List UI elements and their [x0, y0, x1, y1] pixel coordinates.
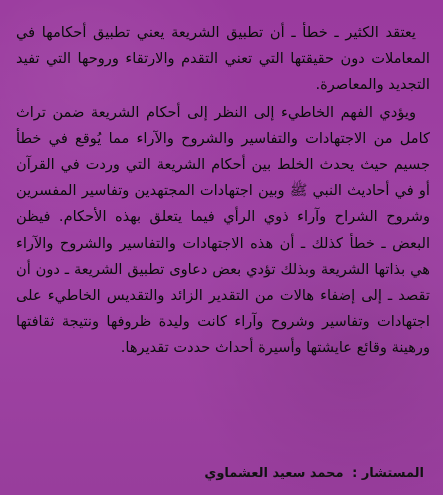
author-name: محمد سعيد العشماوي [204, 466, 344, 481]
article-body [16, 20, 430, 362]
author-title: المستشار : [352, 466, 424, 481]
paragraph-2: ويؤدي الفهم الخاطيء إلى النظر إلى أحكام الشريعة ضمن تراث كامل من الاجتهادات والتفاسير والشروح والآراء مما يُوقع في خطأ جسيم حيث يحدث الخلط بين أحكام الشريعة التي وردت في القرآن أو في أحاديث النبي ﷺ وبين اجتهادات المجتهدين وتفاسير المفسرين وشروح الشراح وآراء ذوي الرأي فيما يتعلق بهذه الأحكام. فيظن البعض ـ خطأ كذلك ـ أن هذه الاجتهادات والتفاسير والشروح والآراء هي بذاتها الشريعة وبذلك تؤدي بعض دعاوى تطبيق الشريعة ـ دون أن تقصد ـ إلى إضفاء هالات من التقدير الزائد والتقديس الخاطيء على اجتهادات وتفاسير وشروح وآراء كانت وليدة ظروفها ونتيجة ثقافتها ورهينة وقائع عايشتها وأسيرة أحداث حددت تقديرها. [16, 103, 430, 357]
paragraph-1: يعتقد الكثير ـ خطأ ـ أن تطبيق الشريعة يعني تطبيق أحكامها في المعاملات دون حقيقتها التي تعني التقدم والارتقاء وروحها التي تفيد التجديد والمعاصرة. [16, 24, 430, 94]
author-signature [24, 464, 424, 484]
